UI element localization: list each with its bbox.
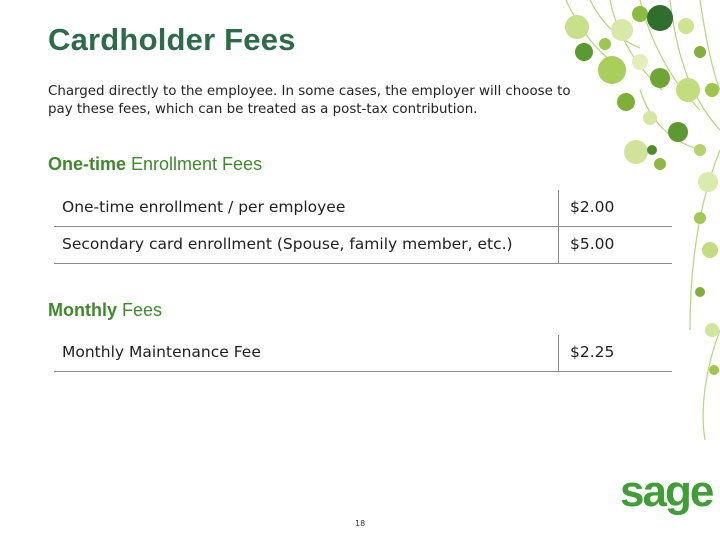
enrollment-heading-strong: One-time [48,154,127,174]
page-number: 18 [355,519,366,528]
enrollment-fees-heading [48,154,262,175]
monthly-heading-rest: Fees [117,300,163,320]
monthly-heading-strong: Monthly [48,300,117,320]
page-title: Cardholder Fees [48,22,296,57]
enrollment-heading-rest: Enrollment Fees [126,154,263,174]
column-divider [558,335,559,371]
fee-amount: $2.25 [570,343,615,361]
column-divider [558,227,559,263]
fee-amount: $2.00 [570,198,615,216]
table-row [54,190,672,227]
monthly-fees-heading [48,300,162,321]
intro-paragraph: Charged directly to the employee. In some cases, the employer will choose to pay these fees, which can be treated as a post-tax contribution. [48,84,571,117]
table-row [54,335,672,372]
table-row [54,227,672,264]
fee-amount: $5.00 [570,235,615,253]
fee-description: Secondary card enrollment (Spouse, family member, etc.) [62,235,513,253]
monthly-fees-table [54,335,672,372]
sage-logo: sage [620,467,713,516]
fee-description: One-time enrollment / per employee [62,198,346,216]
column-divider [558,190,559,226]
fee-description: Monthly Maintenance Fee [62,343,261,361]
enrollment-fees-table [54,190,672,264]
